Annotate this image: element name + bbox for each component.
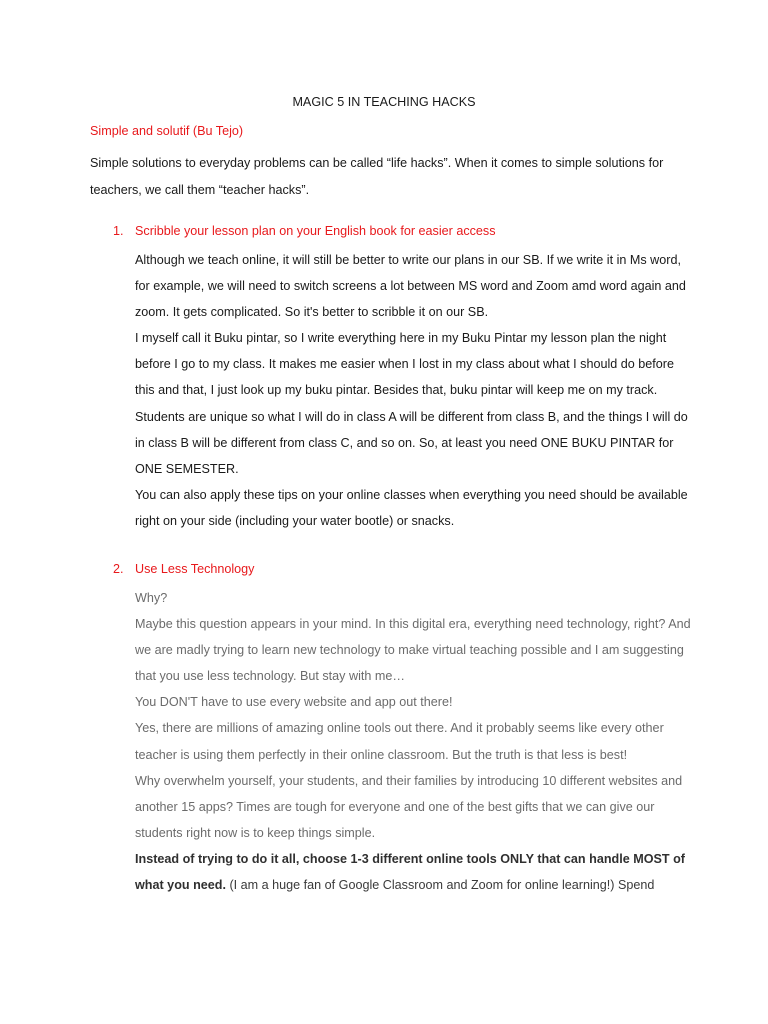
list-item-body [135,247,695,534]
intro-paragraph: Simple solutions to everyday problems can be called “life hacks”. When it comes to simple solutions for teachers, we call them “teacher hacks”. [90,156,664,197]
paragraph-text: (I am a huge fan of Google Classroom and Zoom for online learning!) Spend [225,878,655,893]
paragraph: You can also apply these tips on your online classes when everything you need should be available right on your side (including your water bootle) or snacks. [135,487,688,528]
bold-text: Instead of trying to do it all, choose 1-3 different online tools ONLY that can handle MOST of what you need. [135,851,685,893]
paragraph: Although we teach online, it will still be better to write our plans in our SB. If we write it in Ms word, for example, we will need to switch screens a lot between MS word and Zoom amd word again and zoom. It gets complicated. So it's better to scribble it on our SB. [135,253,686,320]
document-title: MAGIC 5 IN TEACHING HACKS [292,95,476,109]
list-item-number: 1. [113,224,124,238]
paragraph: Why overwhelm yourself, your students, and their families by introducing 10 different websites and another 15 apps? Times are tough for everyone and one of the best gifts that we can give our students right now is to keep things simple. [135,773,683,840]
paragraph: I myself call it Buku pintar, so I write everything here in my Buku Pintar my lesson plan the night before I go to my class. It makes me easier when I lost in my class about what I should do before this and that, I just look up my buku pintar. Besides that, buku pintar will keep me on my track. Students are unique so what I will do in class A will be different from class B, and the things I will do in class B will be different from class C, and so on. So, at least you need ONE BUKU PINTAR for ONE SEMESTER. [135,331,688,476]
list-item-heading: Use Less Technology [135,562,255,576]
list-item-number: 2. [113,562,124,576]
paragraph: You DON'T have to use every website and app out there! [135,695,453,710]
paragraph: Why? [135,591,168,605]
final-paragraph [135,846,695,898]
list-item-body [135,585,695,898]
paragraph: Yes, there are millions of amazing online tools out there. And it probably seems like every other teacher is using them perfectly in their online classroom. But the truth is that less is best! [135,721,664,762]
list-item-heading: Scribble your lesson plan on your English book for easier access [135,224,496,238]
document-subtitle: Simple and solutif (Bu Tejo) [90,124,244,138]
paragraph: Maybe this question appears in your mind. In this digital era, everything need technology, right? And we are madly trying to learn new technology to make virtual teaching possible and I am suggesting that you use less technology. But stay with me… [135,617,691,684]
